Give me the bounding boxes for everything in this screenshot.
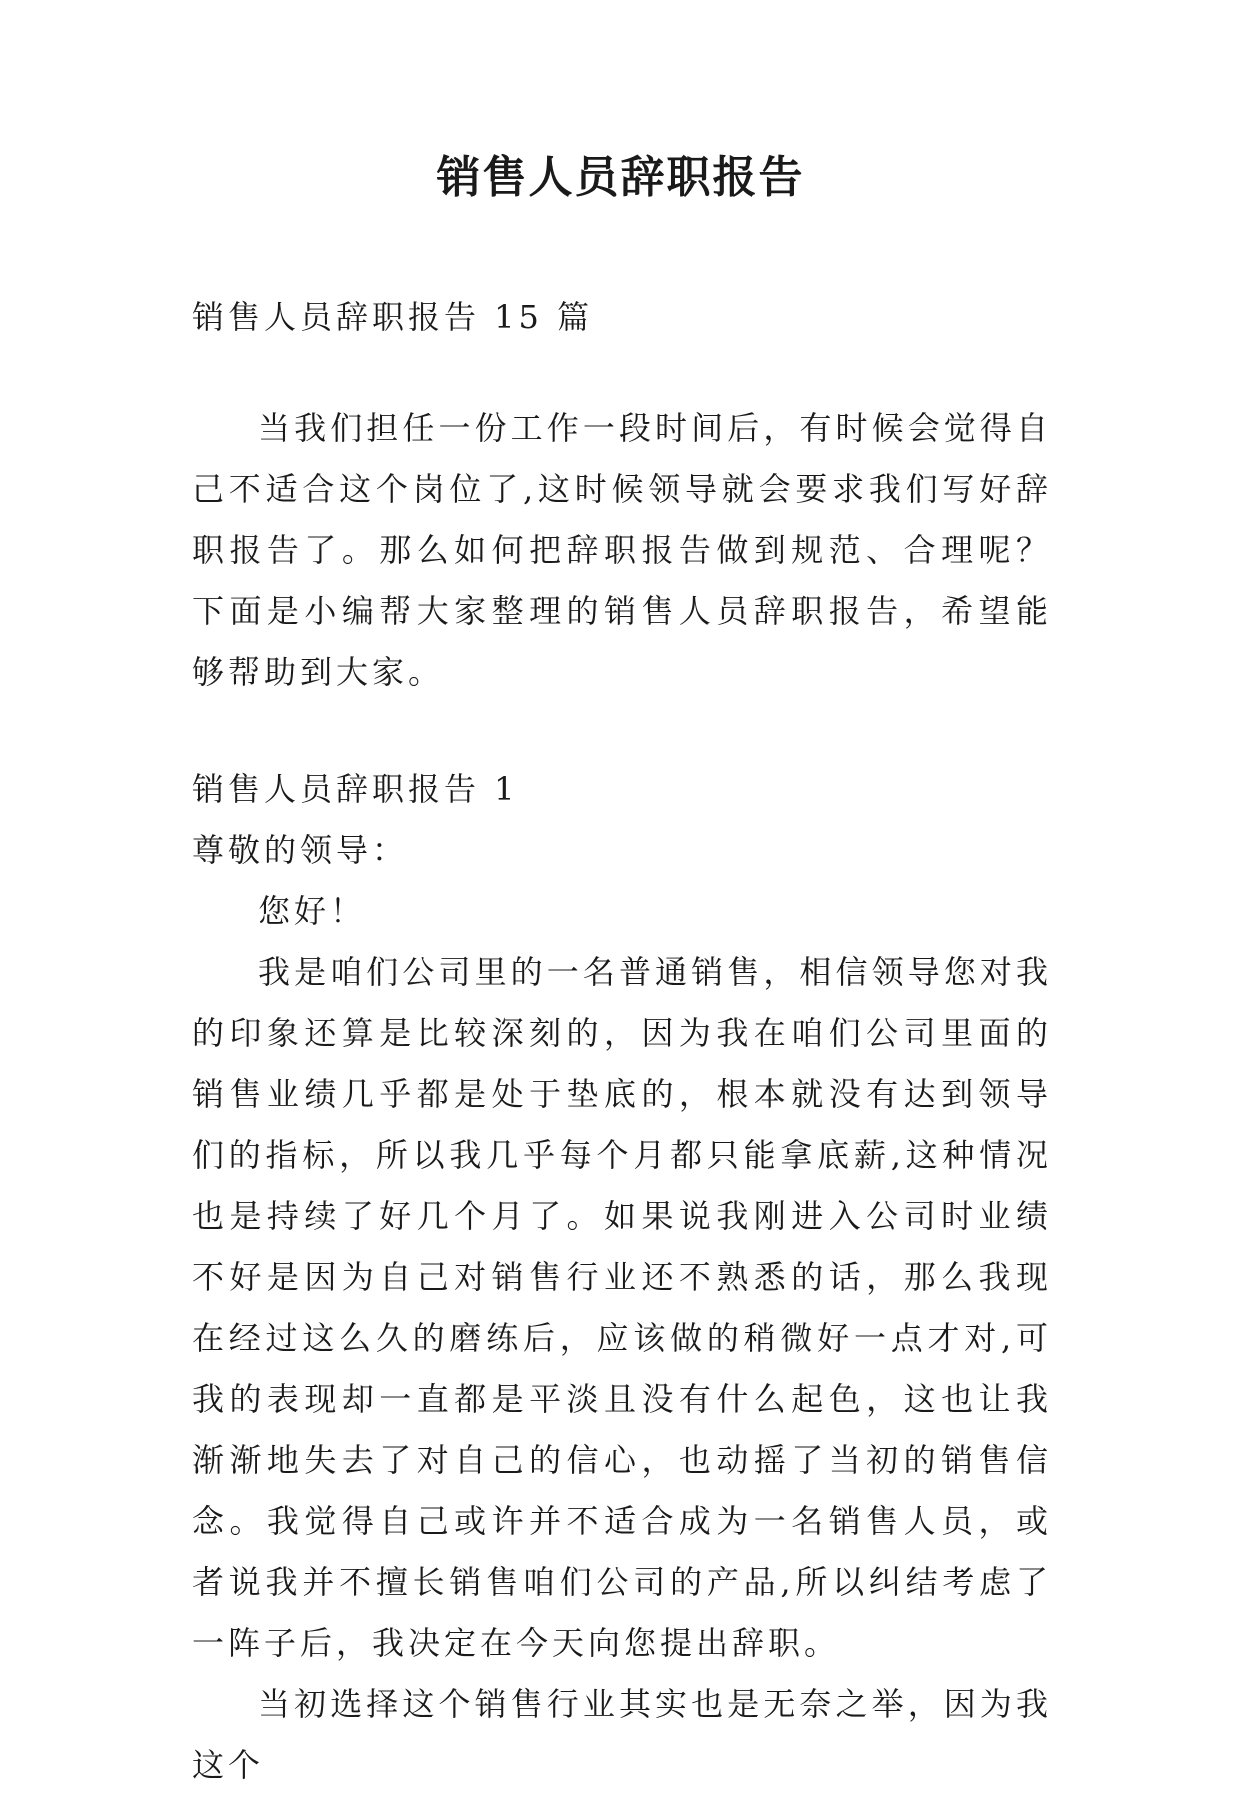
section-heading: 销售人员辞职报告 1 (192, 770, 519, 808)
document-body (192, 287, 1052, 1796)
body-paragraph-1: 我是咱们公司里的一名普通销售，相信领导您对我的印象还算是比较深刻的，因为我在咱们公司里面的销售业绩几乎都是处于垫底的，根本就没有达到领导们的指标，所以我几乎每个月都只能拿底薪,这种情况也是持续了好几个月了。如果说我刚进入公司时业绩不好是因为自己对销售行业还不熟悉的话，那么我现在经过这么久的磨练后，应该做的稍微好一点才对,可我的表现却一直都是平淡且没有什么起色，这也让我渐渐地失去了对自己的信心，也动摇了当初的销售信念。我觉得自己或许并不适合成为一名销售人员，或者说我并不擅长销售咱们公司的产品,所以纠结考虑了一阵子后，我决定在今天向您提出辞职。 (192, 953, 1052, 1662)
document-subtitle: 销售人员辞职报告 15 篇 (192, 298, 594, 336)
salutation: 尊敬的领导： (192, 831, 409, 869)
body-paragraph-2: 当初选择这个销售行业其实也是无奈之举，因为我这个 (192, 1685, 1052, 1784)
document-title: 销售人员辞职报告 (436, 152, 805, 203)
greeting: 您好！ (258, 892, 367, 930)
intro-paragraph: 当我们担任一份工作一段时间后，有时候会觉得自己不适合这个岗位了,这时候领导就会要求我们写好辞职报告了。那么如何把辞职报告做到规范、合理呢？下面是小编帮大家整理的销售人员辞职报告，希望能够帮助到大家。 (192, 409, 1052, 691)
